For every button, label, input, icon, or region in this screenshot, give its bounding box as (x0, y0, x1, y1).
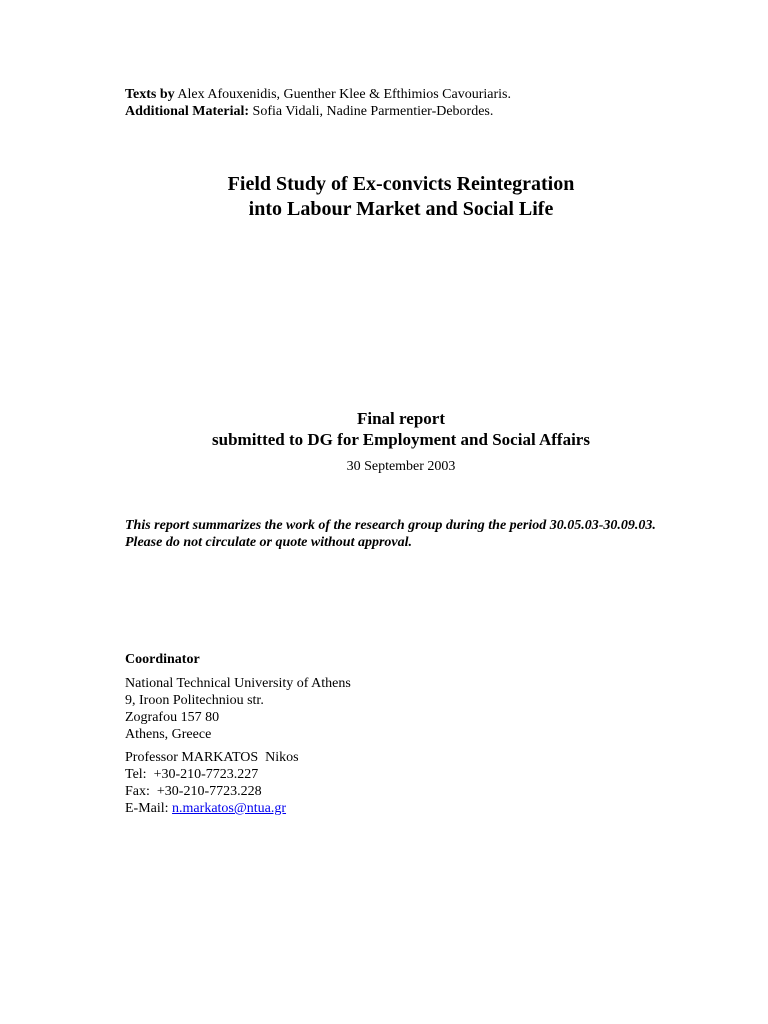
contact-email-line (125, 800, 299, 817)
coordinator-contact (125, 749, 299, 817)
contact-name: Professor MARKATOS Nikos (125, 750, 299, 765)
report-heading (0, 408, 768, 450)
address-line: National Technical University of Athens (125, 676, 351, 691)
email-label: E-Mail: (125, 801, 173, 816)
report-line-1: Final report (357, 409, 445, 428)
additional-material-line (125, 103, 511, 120)
additional-material-authors: Sofia Vidali, Nadine Parmentier-Debordes. (249, 104, 494, 119)
credits-block (125, 86, 511, 120)
email-link[interactable]: n.markatos@ntua.gr (172, 801, 287, 816)
texts-by-label: Texts by (125, 87, 175, 102)
address-line: Zografou 157 80 (125, 710, 220, 725)
title-line-2: into Labour Market and Social Life (248, 198, 554, 220)
coordinator-address (125, 675, 351, 743)
contact-fax: Fax: +30-210-7723.228 (125, 784, 262, 799)
address-line: 9, Iroon Politechniou str. (125, 693, 264, 708)
document-title (0, 172, 768, 222)
contact-tel: Tel: +30-210-7723.227 (125, 767, 259, 782)
texts-by-authors: Alex Afouxenidis, Guenther Klee & Efthimios Cavouriaris. (174, 87, 511, 102)
report-date: 30 September 2003 (346, 459, 456, 474)
report-notice: This report summarizes the work of the research group during the period 30.05.03-30.09.03. Please do not circulate or quote without approval. (125, 518, 656, 550)
additional-material-label: Additional Material: (125, 104, 250, 119)
coordinator-heading: Coordinator (125, 652, 200, 667)
texts-by-line (125, 86, 511, 103)
address-line: Athens, Greece (125, 727, 212, 742)
report-line-2: submitted to DG for Employment and Social Affairs (212, 430, 590, 449)
title-line-1: Field Study of Ex-convicts Reintegration (227, 173, 575, 195)
